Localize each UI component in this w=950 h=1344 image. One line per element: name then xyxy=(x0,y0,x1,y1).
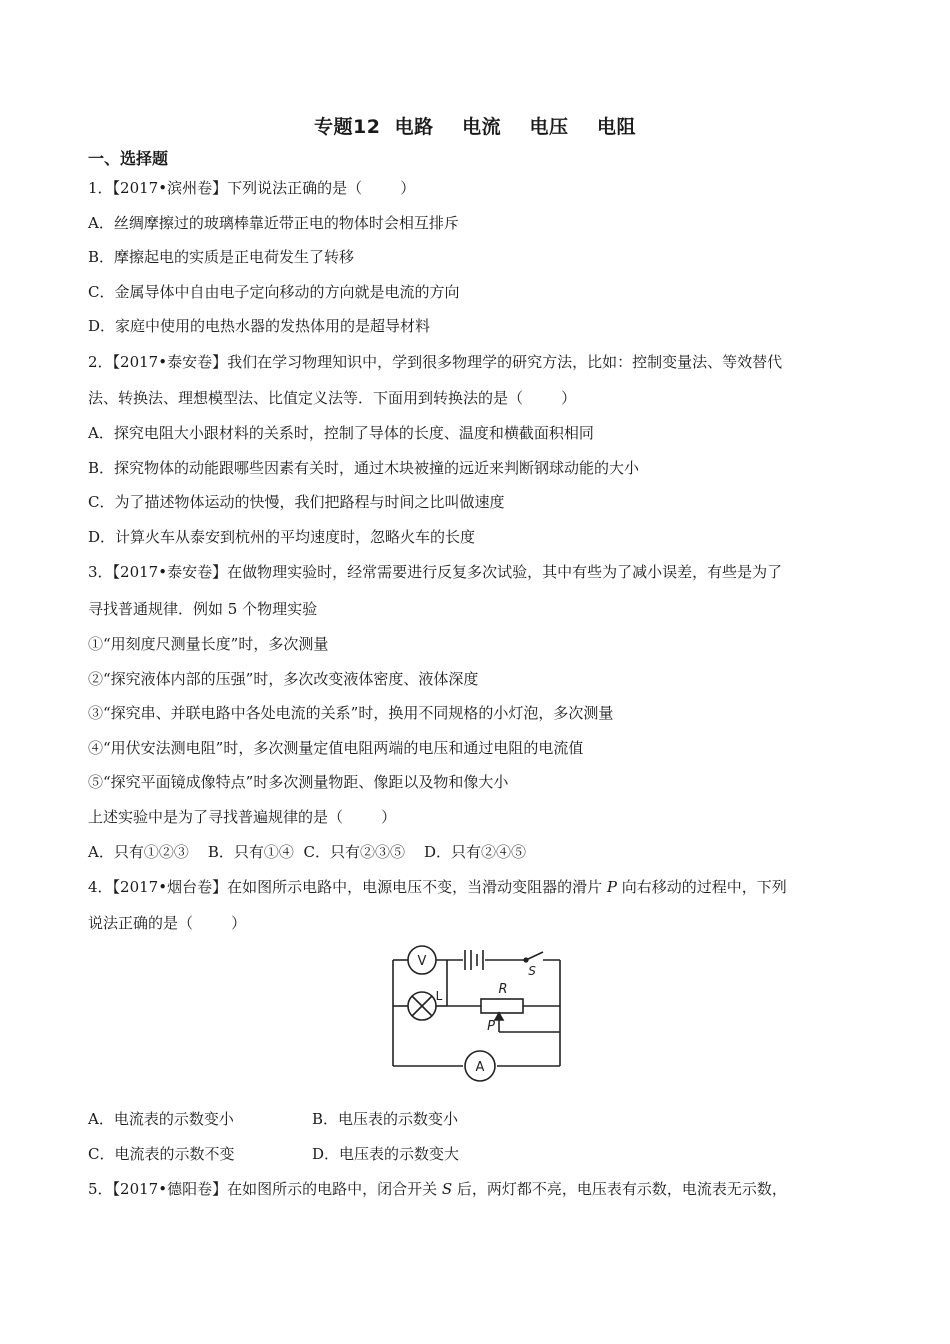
section-heading: 一、选择题 xyxy=(88,149,169,168)
q2-option-b: B．探究物体的动能跟哪些因素有关时，通过木块被撞的远近来判断钢球动能的大小 xyxy=(88,459,640,477)
ammeter-label: A xyxy=(475,1060,485,1075)
q3-experiment-2: ②“探究液体内部的压强”时，多次改变液体密度、液体深度 xyxy=(88,670,479,688)
q2-option-a: A．探究电阻大小跟材料的关系时，控制了导体的长度、温度和横截面积相同 xyxy=(88,424,594,442)
q3-experiment-1: ①“用刻度尺测量长度”时，多次测量 xyxy=(88,635,329,653)
page-title: 专题12 电路 电流 电压 电阻 xyxy=(313,116,637,138)
q1-option-c: C．金属导体中自由电子定向移动的方向就是电流的方向 xyxy=(88,283,460,301)
q4-stem-text-b: 向右移动的过程中，下列 xyxy=(616,878,787,896)
q3-experiment-5: ⑤“探究平面镜成像特点”时多次测量物距、像距以及物和像大小 xyxy=(88,773,509,791)
q4-option-b: B．电压表的示数变小 xyxy=(312,1110,459,1128)
q2-stem-line2: 法、转换法、理想模型法、比值定义法等．下面用到转换法的是（ ） xyxy=(88,389,577,407)
q5-stem-line1 xyxy=(88,1179,787,1199)
switch-label: S xyxy=(528,964,536,978)
circuit-diagram xyxy=(385,942,570,1082)
lamp-label: L xyxy=(435,989,443,1003)
q4-option-d: D．电压表的示数变大 xyxy=(312,1145,460,1163)
voltmeter-label: V xyxy=(417,954,427,969)
q2-option-c: C．为了描述物体运动的快慢，我们把路程与时间之比叫做速度 xyxy=(88,493,505,511)
q3-options: A．只有①②③ B．只有①④ C．只有②③⑤ D．只有②④⑤ xyxy=(88,843,527,861)
q2-option-d: D．计算火车从泰安到杭州的平均速度时，忽略火车的长度 xyxy=(88,528,476,546)
q3-question: 上述实验中是为了寻找普遍规律的是（ ） xyxy=(88,808,397,826)
q1-option-a: A．丝绸摩擦过的玻璃棒靠近带正电的物体时会相互排斥 xyxy=(88,214,459,232)
resistor-label: R xyxy=(498,982,508,997)
q1-option-b: B．摩擦起电的实质是正电荷发生了转移 xyxy=(88,248,355,266)
q5-stem-text-b: 后，两灯都不亮，电压表有示数，电流表无示数， xyxy=(452,1180,787,1198)
q3-stem-line2: 寻找普通规律．例如 5 个物理实验 xyxy=(88,600,318,618)
q4-stem-symbol-p: P xyxy=(606,878,617,896)
q4-option-c: C．电流表的示数不变 xyxy=(88,1145,235,1163)
q3-experiment-4: ④“用伏安法测电阻”时，多次测量定值电阻两端的电压和通过电阻的电流值 xyxy=(88,739,584,757)
q3-experiment-3: ③“探究串、并联电路中各处电流的关系”时，换用不同规格的小灯泡，多次测量 xyxy=(88,704,614,722)
q5-stem-text-a: 5．【2017•德阳卷】在如图所示的电路中，闭合开关 xyxy=(88,1180,442,1198)
q4-option-a: A．电流表的示数变小 xyxy=(88,1110,234,1128)
q4-stem-line2: 说法正确的是（ ） xyxy=(88,914,247,932)
q2-stem-line1: 2．【2017•泰安卷】我们在学习物理知识中，学到很多物理学的研究方法，比如：控制变量法、等效替代 xyxy=(88,353,783,371)
slider-label: P xyxy=(487,1019,495,1034)
q1-stem: 1．【2017•滨州卷】下列说法正确的是（ ） xyxy=(88,179,416,197)
q3-stem-line1: 3．【2017•泰安卷】在做物理实验时，经常需要进行反复多次试验，其中有些为了减小误差，有些是为了 xyxy=(88,563,783,581)
q5-stem-symbol-s: S xyxy=(441,1180,453,1198)
q4-stem-text-a: 4．【2017•烟台卷】在如图所示电路中，电源电压不变，当滑动变阻器的滑片 xyxy=(88,878,607,896)
q4-stem-line1 xyxy=(88,877,787,897)
q1-option-d: D．家庭中使用的电热水器的发热体用的是超导材料 xyxy=(88,317,431,335)
